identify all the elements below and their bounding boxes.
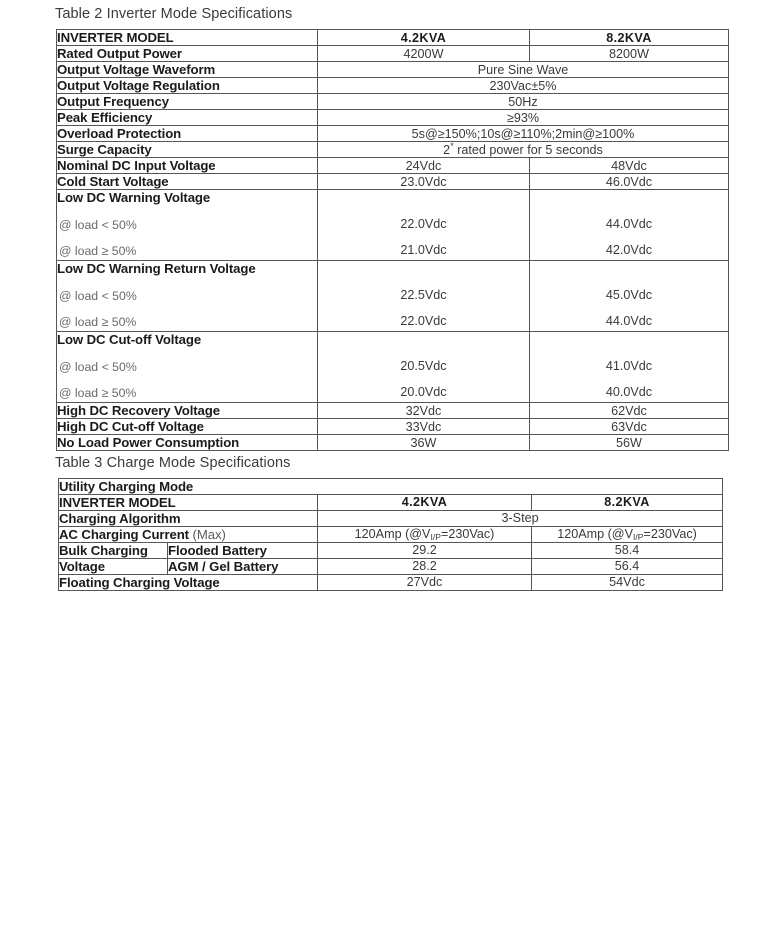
ac-current-8-2-pre: 120Amp (@V	[557, 527, 633, 542]
value-low-load: 44.0Vdc	[605, 216, 653, 231]
cell-4-2kva: 23.0Vdc	[318, 174, 530, 190]
table-row-nominal-dc-input-voltage	[57, 158, 729, 174]
value-low-load: 20.5Vdc	[400, 358, 447, 373]
table-row-inverter-model	[59, 494, 723, 510]
ac-current-8-2-subscript: I/P	[633, 532, 644, 543]
surge-multiplier: 2	[443, 142, 451, 157]
row-label: Nominal DC Input Voltage	[57, 158, 318, 174]
value-low-load: 45.0Vdc	[605, 287, 653, 302]
cell-8-2kva: 8.2KVA	[532, 494, 723, 510]
value-low-load: 22.5Vdc	[400, 287, 447, 302]
cell-8-2kva: 54Vdc	[532, 574, 723, 590]
surge-footnote-marker: *	[450, 140, 454, 151]
row-label-bulk-line2: Voltage	[59, 558, 168, 574]
table-row-surge-capacity	[57, 142, 729, 158]
row-label-bulk-line1: Bulk Charging	[59, 542, 168, 558]
cell-merged-value: 5s@≥150%;10s@≥110%;2min@≥100%	[318, 126, 729, 142]
row-label: Low DC Cut-off Voltage	[57, 332, 202, 348]
cell-4-2kva: 27Vdc	[318, 574, 532, 590]
cell-8-2kva: 56.4	[532, 558, 723, 574]
row-label	[59, 526, 318, 542]
cell-8-2kva: 56W	[530, 435, 729, 451]
cell-8-2kva: 8200W	[530, 46, 729, 62]
value-high-load: 20.0Vdc	[400, 384, 447, 399]
cell-4-2kva-block	[318, 190, 530, 261]
row-label: No Load Power Consumption	[57, 435, 318, 451]
table-row-output-voltage-waveform	[57, 62, 729, 78]
inverter-mode-specifications-table	[56, 29, 729, 451]
cell-8-2kva: 62Vdc	[530, 403, 729, 419]
table-row-overload-protection	[57, 126, 729, 142]
section-title: Utility Charging Mode	[59, 478, 723, 494]
table-row-high-dc-cut-off-voltage	[57, 419, 729, 435]
table-row-rated-output-power	[57, 46, 729, 62]
table-row-floating-charging-voltage	[59, 574, 723, 590]
cell-4-2kva: 4200W	[318, 46, 530, 62]
cell-4-2kva: 36W	[318, 435, 530, 451]
cell-merged-value: ≥93%	[318, 110, 729, 126]
condition-low-load: @ load < 50%	[59, 289, 137, 304]
condition-low-load: @ load < 50%	[59, 360, 137, 375]
cell-8-2kva	[532, 526, 723, 542]
table-row-cold-start-voltage	[57, 174, 729, 190]
table-row-high-dc-recovery-voltage	[57, 403, 729, 419]
row-label-agm-gel-battery: AGM / Gel Battery	[168, 558, 318, 574]
condition-low-load: @ load < 50%	[59, 218, 137, 233]
table-row-inverter-model	[57, 30, 729, 46]
row-label: Output Voltage Regulation	[57, 78, 318, 94]
value-high-load: 22.0Vdc	[400, 313, 447, 328]
row-label: INVERTER MODEL	[57, 30, 318, 46]
cell-8-2kva-block	[530, 332, 729, 403]
row-label: Cold Start Voltage	[57, 174, 318, 190]
cell-8-2kva: 48Vdc	[530, 158, 729, 174]
value-high-load: 40.0Vdc	[605, 384, 653, 399]
cell-4-2kva: 24Vdc	[318, 158, 530, 174]
row-label: Overload Protection	[57, 126, 318, 142]
condition-high-load: @ load ≥ 50%	[59, 244, 137, 259]
cell-4-2kva: 29.2	[318, 542, 532, 558]
table-row-peak-efficiency	[57, 110, 729, 126]
cell-merged-value	[318, 142, 729, 158]
cell-merged-value: Pure Sine Wave	[318, 62, 729, 78]
row-label: Floating Charging Voltage	[59, 574, 318, 590]
ac-current-4-2-subscript: I/P	[430, 532, 441, 543]
surge-text: rated power for 5 seconds	[453, 142, 603, 157]
row-label: Low DC Warning Voltage	[57, 190, 211, 206]
row-label: Surge Capacity	[57, 142, 318, 158]
table-row-low-dc-cut-off-voltage	[57, 332, 729, 403]
row-label-main: AC Charging Current	[59, 526, 193, 542]
cell-merged-value: 50Hz	[318, 94, 729, 110]
ac-current-4-2-pre: 120Amp (@V	[354, 527, 431, 542]
row-label: Low DC Warning Return Voltage	[57, 261, 256, 277]
table-row-charging-algorithm	[59, 510, 723, 526]
cell-8-2kva-block	[530, 261, 729, 332]
value-high-load: 21.0Vdc	[400, 242, 447, 257]
table-row-no-load-power-consumption	[57, 435, 729, 451]
cell-4-2kva: 32Vdc	[318, 403, 530, 419]
cell-merged-value: 3-Step	[318, 510, 723, 526]
cell-4-2kva: 4.2KVA	[318, 30, 530, 46]
cell-8-2kva: 8.2KVA	[530, 30, 729, 46]
cell-4-2kva: 33Vdc	[318, 419, 530, 435]
row-label-block	[57, 261, 318, 332]
cell-8-2kva: 63Vdc	[530, 419, 729, 435]
row-label-note: (Max)	[192, 526, 226, 542]
value-high-load: 44.0Vdc	[605, 313, 653, 328]
cell-merged-value: 230Vac±5%	[318, 78, 729, 94]
table-row-output-frequency	[57, 94, 729, 110]
cell-4-2kva-block	[318, 261, 530, 332]
row-label-block	[57, 190, 318, 261]
table2-caption: Table 2 Inverter Mode Specifications	[55, 6, 293, 22]
value-high-load: 42.0Vdc	[605, 242, 653, 257]
value-low-load: 41.0Vdc	[605, 358, 653, 373]
row-label: Output Voltage Waveform	[57, 62, 318, 78]
cell-8-2kva-block	[530, 190, 729, 261]
condition-high-load: @ load ≥ 50%	[59, 315, 137, 330]
table-row-bulk-charging-flooded	[59, 542, 723, 558]
table-row-output-voltage-regulation	[57, 78, 729, 94]
cell-4-2kva	[318, 526, 532, 542]
row-label-block	[57, 332, 318, 403]
charge-mode-specifications-table	[58, 478, 723, 591]
row-label: Output Frequency	[57, 94, 318, 110]
row-label: Rated Output Power	[57, 46, 318, 62]
table-row-low-dc-warning-voltage	[57, 190, 729, 261]
ac-current-4-2-post: =230Vac)	[440, 527, 495, 542]
row-label-flooded-battery: Flooded Battery	[168, 542, 318, 558]
table3-caption: Table 3 Charge Mode Specifications	[55, 455, 291, 472]
value-low-load: 22.0Vdc	[400, 216, 447, 231]
table-row-utility-charging-mode	[59, 478, 723, 494]
table-row-ac-charging-current	[59, 526, 723, 542]
row-label: Charging Algorithm	[59, 510, 318, 526]
table-row-low-dc-warning-return-voltage	[57, 261, 729, 332]
cell-4-2kva: 28.2	[318, 558, 532, 574]
table-row-bulk-charging-agm	[59, 558, 723, 574]
cell-4-2kva: 4.2KVA	[318, 494, 532, 510]
cell-8-2kva: 46.0Vdc	[530, 174, 729, 190]
row-label: INVERTER MODEL	[59, 494, 318, 510]
row-label: High DC Recovery Voltage	[57, 403, 318, 419]
cell-8-2kva: 58.4	[532, 542, 723, 558]
ac-current-8-2-post: =230Vac)	[643, 527, 697, 542]
condition-high-load: @ load ≥ 50%	[59, 386, 137, 401]
row-label: High DC Cut-off Voltage	[57, 419, 318, 435]
cell-4-2kva-block	[318, 332, 530, 403]
row-label: Peak Efficiency	[57, 110, 318, 126]
